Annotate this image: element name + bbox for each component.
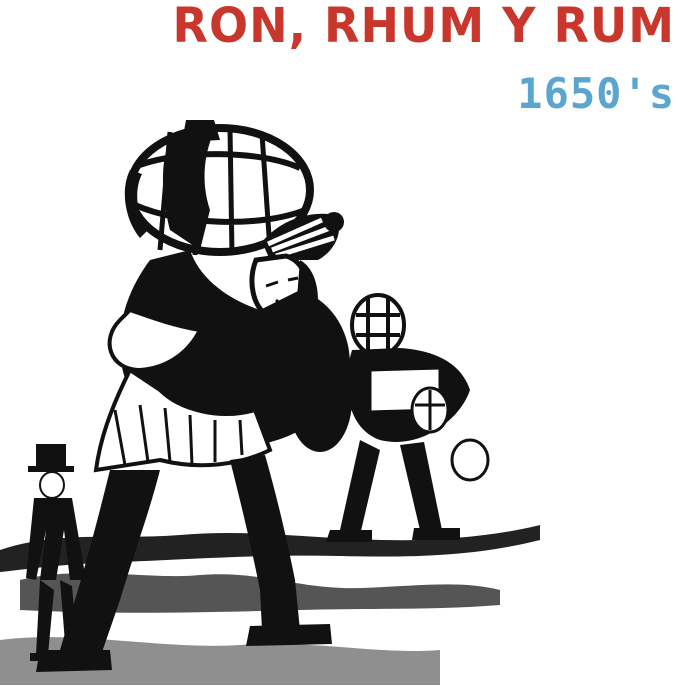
page-title: RON, RHUM Y RUM: [172, 0, 675, 54]
page-subtitle-year: 1650's: [517, 69, 675, 118]
barrel-carriers-illustration: [0, 110, 679, 691]
background-barrel-carrier: [326, 295, 488, 542]
